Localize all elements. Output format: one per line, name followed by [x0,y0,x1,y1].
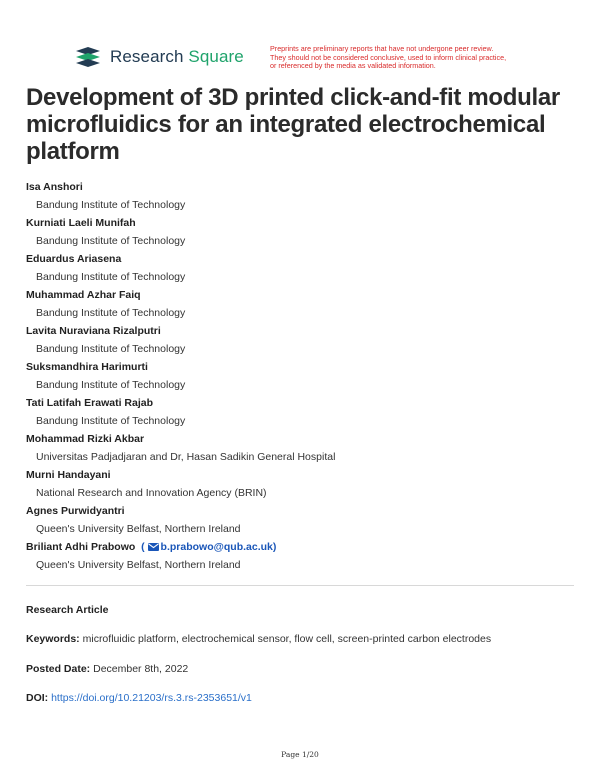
author-name: Muhammad Azhar Faiq [26,289,141,301]
author-name: Eduardus Ariasena [26,253,122,265]
author-entry [26,323,586,359]
author-affiliation: Bandung Institute of Technology [36,199,186,211]
author-entry [26,431,586,467]
author-entry [26,539,586,575]
posted-date-line [26,663,188,675]
author-name: Isa Anshori [26,181,83,193]
envelope-icon [148,543,159,551]
paper-title: Development of 3D printed click-and-fit modular microfluidics for an integrated electrochemical platform [26,84,560,165]
author-name: Tati Latifah Erawati Rajab [26,397,153,409]
author-name: Kurniati Laeli Munifah [26,217,136,229]
author-name: Mohammad Rizki Akbar [26,433,145,445]
doi-line [26,692,252,704]
author-name: Lavita Nuraviana Rizalputri [26,325,161,337]
posted-date-value: December 8th, 2022 [93,663,189,675]
author-affiliation: Bandung Institute of Technology [36,235,186,247]
author-affiliation: Bandung Institute of Technology [36,415,186,427]
logo-wordmark: Research Square [110,47,244,66]
doi-link[interactable]: https://doi.org/10.21203/rs.3.rs-2353651/v1 [51,692,252,704]
author-contact: ( b.prabowo@qub.ac.uk) [138,541,277,553]
author-name-corresponding [26,539,586,556]
posted-date-label: Posted Date: [26,663,91,675]
author-affiliation: Bandung Institute of Technology [36,343,186,355]
author-affiliation: National Research and Innovation Agency (BRIN) [36,487,267,499]
author-name: Murni Handayani [26,469,111,481]
research-square-logo[interactable] [74,46,244,68]
section-divider [26,585,574,586]
author-affiliation: Queen's University Belfast, Northern Ireland [36,559,241,571]
article-type: Research Article [26,604,109,616]
author-affiliation: Queen's University Belfast, Northern Ireland [36,523,241,535]
author-entry [26,467,586,503]
author-entry [26,287,586,323]
author-entry [26,395,586,431]
author-entry [26,251,586,287]
research-square-logo-icon [74,46,102,68]
author-list [26,179,586,575]
author-entry [26,503,586,539]
author-email-link[interactable]: b.prabowo@qub.ac.uk [160,541,273,553]
notice-line: They should not be considered conclusive, used to inform clinical practice, [270,52,507,62]
author-affiliation: Bandung Institute of Technology [36,307,186,319]
doi-label: DOI: [26,692,49,704]
keywords-label: Keywords: [26,633,80,645]
notice-line: Preprints are preliminary reports that have not undergone peer review. [270,44,494,53]
author-entry [26,215,586,251]
keywords-line [26,633,491,645]
keywords-value: microfluidic platform, electrochemical sensor, flow cell, screen-printed carbon electrodes [82,633,492,645]
author-affiliation: Bandung Institute of Technology [36,379,186,391]
author-affiliation: Universitas Padjadjaran and Dr, Hasan Sadikin General Hospital [36,451,336,463]
page-number: Page 1/20 [281,750,319,759]
notice-line: or referenced by the media as validated information. [270,61,436,71]
author-affiliation: Bandung Institute of Technology [36,271,186,283]
author-name: Suksmandhira Harimurti [26,361,148,373]
author-entry [26,179,586,215]
preprint-notice [270,45,560,71]
author-name: Briliant Adhi Prabowo [26,541,136,553]
author-entry [26,359,586,395]
author-name: Agnes Purwidyantri [26,505,125,517]
